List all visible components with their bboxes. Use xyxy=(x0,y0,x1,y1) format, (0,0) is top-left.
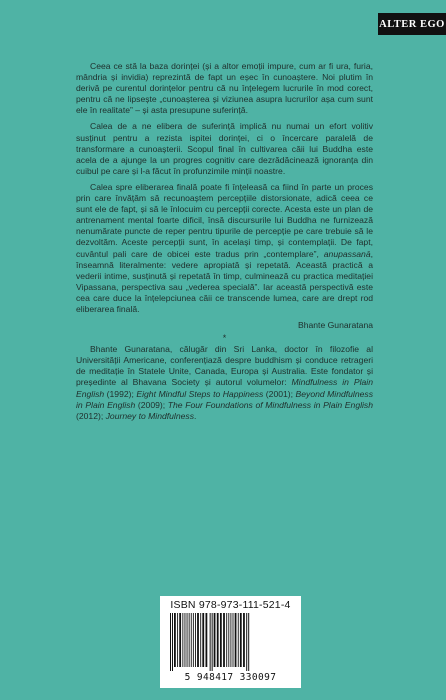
barcode-bar xyxy=(248,613,249,671)
barcode-bar xyxy=(238,613,239,667)
publisher-logo: ALTER EGO xyxy=(378,13,446,35)
bio-book-1: Mindfulness in Plain English xyxy=(76,377,373,399)
barcode-bar xyxy=(202,613,204,667)
barcode-bar xyxy=(182,613,183,667)
bio-book-3: Beyond Mindfulness in Plain English xyxy=(76,388,373,410)
barcode-bar xyxy=(240,613,242,667)
barcode-bar xyxy=(228,613,229,667)
barcode-bar xyxy=(210,613,211,671)
barcode-bar xyxy=(243,613,245,667)
bio-year-1: (1992); xyxy=(104,388,137,399)
bio-end: . xyxy=(194,410,197,421)
isbn-number: ISBN 978-973-111-521-4 xyxy=(170,599,291,611)
barcode-bar xyxy=(200,613,201,667)
barcode-bar xyxy=(177,613,178,667)
barcode-bar xyxy=(214,613,216,667)
bio-year-4: (2012); xyxy=(76,410,106,421)
author-signature: Bhante Gunaratana xyxy=(297,320,373,331)
barcode-bar xyxy=(206,613,208,667)
barcode-bar xyxy=(193,613,194,667)
bio-year-2: (2001); xyxy=(263,388,296,399)
paragraph-2: Calea de a ne elibera de suferință implică nu numai un efort volitiv susținut pentru a rezista ispitei dorinței, ci o încercare paralelă de transformare a cunoașterii. Scopul final în cultivarea căii lui Buddha este acela de a ajunge la un progres cognitiv care dezrădăcinează ignoranța din cuibul pe care și l-a făcut în profunzimile minții noastre. xyxy=(76,121,373,176)
barcode-digits: 5 948417 330097 xyxy=(184,672,277,683)
barcode-bar xyxy=(191,613,192,667)
barcode-bar xyxy=(197,613,199,667)
barcode-bar xyxy=(220,613,222,667)
barcode-bar xyxy=(189,613,190,667)
bio-intro: Bhante Gunaratana, călugăr din Sri Lanka, doctor în filozofie al Universității Americane, conferențiază despre buddhism și conduce retrageri de meditație în Statele Unite, Canada, Europa și Australia. Este fondator și președinte al Bhavana Society și autorul volumelor: xyxy=(76,344,373,388)
barcode-bar xyxy=(233,613,234,667)
barcode-icon xyxy=(166,613,295,671)
barcode-bar xyxy=(246,613,247,671)
barcode-bar xyxy=(185,613,186,667)
barcode-label xyxy=(160,596,301,688)
barcode-bar xyxy=(230,613,231,667)
barcode-bar xyxy=(170,613,171,671)
barcode-bar xyxy=(235,613,237,667)
barcode-bar xyxy=(212,613,213,671)
author-bio xyxy=(76,344,373,422)
barcode-bar xyxy=(179,613,181,667)
barcode-bar xyxy=(195,613,196,667)
pali-term: anupassanā xyxy=(323,248,371,259)
bio-book-4: The Four Foundations of Mindfulness in Plain English xyxy=(167,399,373,410)
back-cover-text xyxy=(76,61,373,427)
barcode-bar xyxy=(174,613,176,667)
paragraph-1: Ceea ce stă la baza dorinței (și a altor emoții impure, cum ar fi ura, furia, mândria și invidia) reprezintă de fapt un eșec în cunoaștere. Noi plutim în derivă pe curentul dorințelor pentru că nu înțelegem lucrurile în mod corect, pentru că ne lipsește „cunoașterea și viziunea asupra lucrurilor așa cum sunt ele în realitate” – și asta presupune suferință. xyxy=(76,61,373,116)
barcode-bar xyxy=(217,613,219,667)
separator-star: * xyxy=(222,333,227,344)
bio-year-3: (2009); xyxy=(135,399,168,410)
barcode-bar xyxy=(172,613,173,671)
barcode-bar xyxy=(223,613,225,667)
barcode-bar xyxy=(187,613,188,667)
bio-book-2: Eight Mindful Steps to Happiness xyxy=(136,388,264,399)
barcode-bar xyxy=(226,613,227,667)
paragraph-3: Calea spre eliberarea finală poate fi înțeleasă ca fiind în parte un proces prin care învățăm să recunoaștem percepțiile distorsionate, adică ceea ce sunt ele de fapt, și să le înlocuim cu percepții corecte. Acesta este un plan de antrenament mental foarte dificil, însă discursurile lui Buddha ne furnizează nenumărate puncte de reper pentru tipurile de percepție pe care trebuie să le dezvoltăm. Aceste percepții sunt, în același timp, și contemplații. De fapt, cuvântul pali care de obicei este tradus prin „contemplare”, anupassanā, înseamnă literalmente: vedere apropiată și repetată. Această practică a vederii intime, susținută și repetată în timp, culminează cu practica meditației Vipassana, perspectiva sau „vederea specială”. Iar această perspectivă este cea care duce la înțelepciunea căii ce transcende lumea, care are drept rod eliberarea finală. xyxy=(76,181,373,314)
bio-book-5: Journey to Mindfulness xyxy=(105,410,194,421)
